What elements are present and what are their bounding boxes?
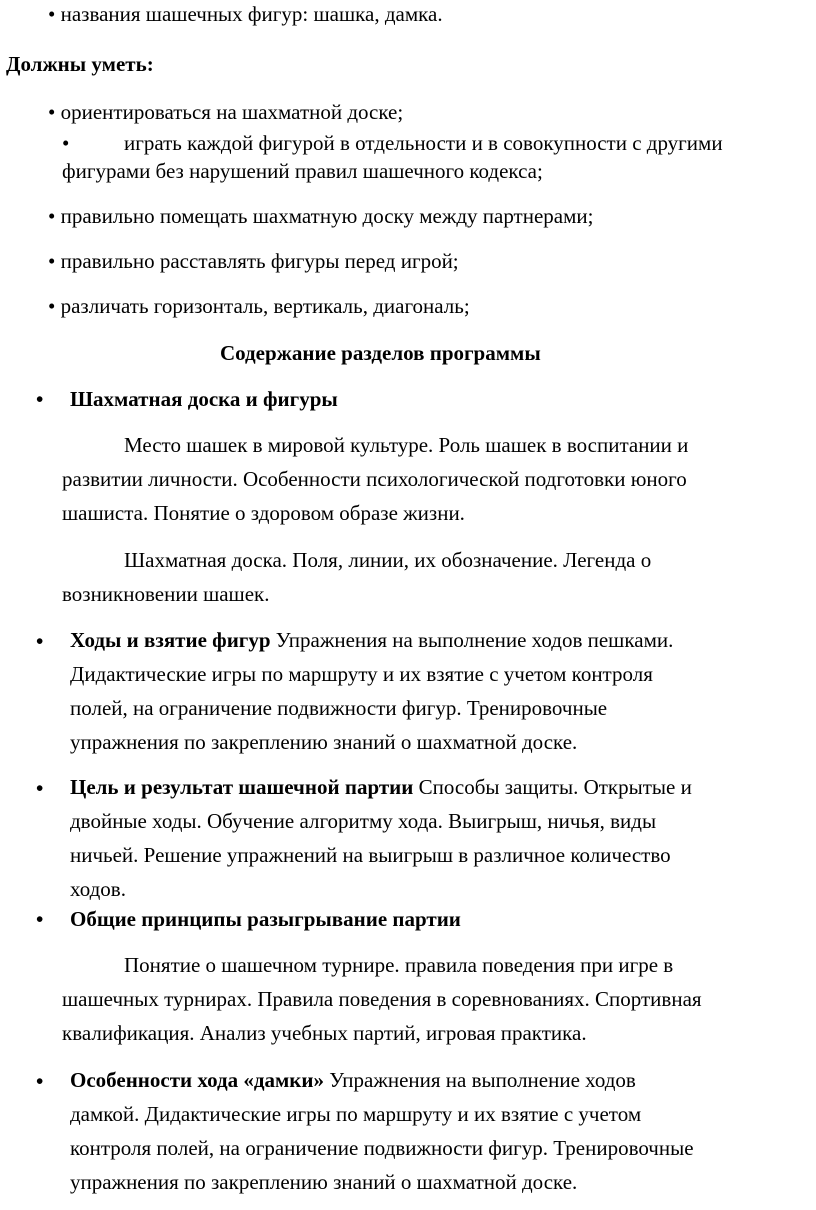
paragraph-line: Упражнения на выполнение ходов пешками. <box>270 628 674 652</box>
paragraph-line: развитии личности. Особенности психологической подготовки юного <box>62 467 687 491</box>
skill-item-place-board: • правильно помещать шахматную доску между партнерами; <box>48 204 594 228</box>
paragraph-line: Понятие о шашечном турнире. правила поведения при игре в <box>124 953 674 977</box>
paragraph-line: квалификация. Анализ учебных партий, игровая практика. <box>62 1021 587 1045</box>
section-moves-title: Ходы и взятие фигур <box>70 628 271 652</box>
skill-item-arrange: • правильно расставлять фигуры перед игрой; <box>48 249 459 273</box>
paragraph-line: двойные ходы. Обучение алгоритму хода. Выигрыш, ничья, виды <box>70 809 657 833</box>
section-bullet: • <box>36 907 44 931</box>
paragraph-line: возникновении шашек. <box>62 582 270 606</box>
section-goal-title: Цель и результат шашечной партии <box>70 775 414 799</box>
skill-item-play-line1: играть каждой фигурой в отдельности и в совокупности с другими <box>124 131 723 155</box>
heading-should-be-able: Должны уметь: <box>6 52 154 76</box>
paragraph-line: дамкой. Дидактические игры по маршруту и их взятие с учетом <box>70 1102 642 1126</box>
section-bullet: • <box>36 629 44 653</box>
paragraph-line: упражнения по закреплению знаний о шахматной доске. <box>70 730 578 754</box>
skill-item-orient: • ориентироваться на шахматной доске; <box>48 100 404 124</box>
paragraph-line: ничьей. Решение упражнений на выигрыш в различное количество <box>70 843 671 867</box>
section-bullet: • <box>36 1069 44 1093</box>
paragraph-line: ходов. <box>70 877 126 901</box>
section-principles-title: Общие принципы разыгрывание партии <box>70 907 461 931</box>
section-board-title: Шахматная доска и фигуры <box>70 387 338 411</box>
section-king <box>70 1063 694 1199</box>
paragraph-line: Способы защиты. Открытые и <box>413 775 692 799</box>
paragraph-line: шашиста. Понятие о здоровом образе жизни. <box>62 501 465 525</box>
section-board-paragraph-2 <box>62 543 651 611</box>
section-title: Содержание разделов программы <box>220 341 541 365</box>
section-goal <box>70 770 692 906</box>
skill-item-play-line2: фигурами без нарушений правил шашечного кодекса; <box>62 159 543 183</box>
paragraph-line: Упражнения на выполнение ходов <box>323 1068 636 1092</box>
section-principles-paragraph <box>62 948 702 1050</box>
paragraph-line: упражнения по закреплению знаний о шахматной доске. <box>70 1170 578 1194</box>
paragraph-line: полей, на ограничение подвижности фигур. Тренировочные <box>70 696 608 720</box>
skill-item-distinguish: • различать горизонталь, вертикаль, диагональ; <box>48 294 470 318</box>
skill-item-bullet: • <box>62 131 70 155</box>
paragraph-line: Шахматная доска. Поля, линии, их обозначение. Легенда о <box>124 548 652 572</box>
section-board-paragraph-1 <box>62 428 688 530</box>
paragraph-line: контроля полей, на ограничение подвижности фигур. Тренировочные <box>70 1136 694 1160</box>
paragraph-line: шашечных турнирах. Правила поведения в соревнованиях. Спортивная <box>62 987 702 1011</box>
list-item-figure-names: • названия шашечных фигур: шашка, дамка. <box>48 2 443 26</box>
paragraph-line: Место шашек в мировой культуре. Роль шашек в воспитании и <box>124 433 689 457</box>
section-bullet: • <box>36 387 44 411</box>
section-king-title: Особенности хода «дамки» <box>70 1068 324 1092</box>
section-bullet: • <box>36 776 44 800</box>
paragraph-line: Дидактические игры по маршруту и их взятие с учетом контроля <box>70 662 653 686</box>
section-moves <box>70 623 673 759</box>
